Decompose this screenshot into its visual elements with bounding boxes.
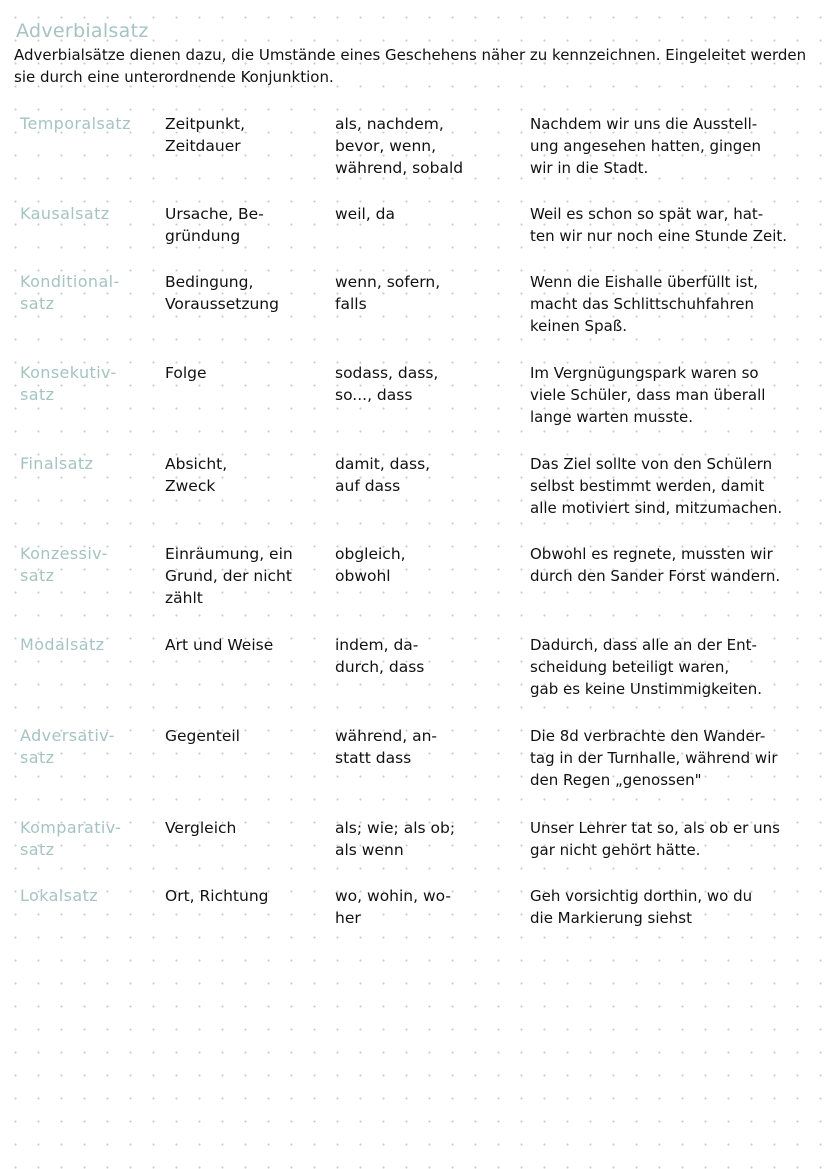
clause-type: Finalsatz	[20, 454, 94, 473]
clause-conjunctions: damit, dass, auf dass	[335, 455, 431, 495]
clause-meaning: Ort, Richtung	[165, 887, 269, 905]
clause-example: Geh vorsichtig dorthin, wo du die Markierung siehst	[530, 887, 753, 927]
clause-example: Im Vergnügungspark waren so viele Schüler, dass man überall lange warten musste.	[530, 364, 766, 426]
clause-example: Weil es schon so spät war, hat- ten wir nur noch eine Stunde Zeit.	[530, 205, 788, 245]
clause-type: Modalsatz	[20, 635, 105, 654]
clause-example: Das Ziel sollte von den Schülern selbst bestimmt werden, damit alle motiviert sind, mitzumachen.	[530, 455, 783, 517]
clause-type: Adversativ- satz	[20, 726, 115, 767]
clause-conjunctions: sodass, dass, so..., dass	[335, 364, 439, 404]
clause-meaning: Bedingung, Voraussetzung	[165, 273, 279, 313]
clause-example: Dadurch, dass alle an der Ent- scheidung beteiligt waren, gab es keine Unstimmigkeiten.	[530, 636, 763, 698]
page-title: Adverbialsatz	[16, 20, 149, 42]
clause-type: Komparativ- satz	[20, 818, 122, 859]
clause-example: Obwohl es regnete, mussten wir durch den Sander Forst wandern.	[530, 545, 781, 585]
clause-example: Wenn die Eishalle überfüllt ist, macht das Schlittschuhfahren keinen Spaß.	[530, 273, 758, 335]
clause-meaning: Ursache, Be- gründung	[165, 205, 264, 245]
clause-type: Konzessiv- satz	[20, 544, 108, 585]
clause-type: Konditional- satz	[20, 272, 120, 313]
clause-type: Temporalsatz	[20, 114, 131, 133]
clause-type: Kausalsatz	[20, 204, 110, 223]
clause-type: Lokalsatz	[20, 886, 99, 905]
clause-example: Nachdem wir uns die Ausstell- ung angesehen hatten, gingen wir in die Stadt.	[530, 115, 761, 177]
clause-conjunctions: während, an- statt dass	[335, 727, 437, 767]
clause-conjunctions: wenn, sofern, falls	[335, 273, 441, 313]
clause-conjunctions: als, nachdem, bevor, wenn, während, sobald	[335, 115, 464, 177]
clause-conjunctions: obgleich, obwohl	[335, 545, 406, 585]
clause-meaning: Art und Weise	[165, 636, 274, 654]
clause-meaning: Folge	[165, 364, 207, 382]
clause-example: Die 8d verbrachte den Wander- tag in der Turnhalle, während wir den Regen „genossen"	[530, 727, 778, 789]
intro-text: Adverbialsätze dienen dazu, die Umstände eines Geschehens näher zu kennzeichnen. Eingeleitet werden sie durch eine unterordnende Konjunktion.	[14, 46, 807, 86]
clause-type: Konsekutiv- satz	[20, 363, 117, 404]
clause-conjunctions: als; wie; als ob; als wenn	[335, 819, 456, 859]
clause-meaning: Vergleich	[165, 819, 237, 837]
clause-meaning: Absicht, Zweck	[165, 455, 228, 495]
clause-meaning: Gegenteil	[165, 727, 240, 745]
clause-meaning: Einräumung, ein Grund, der nicht zählt	[165, 545, 293, 607]
clause-meaning: Zeitpunkt, Zeitdauer	[165, 115, 246, 155]
clause-conjunctions: weil, da	[335, 205, 396, 223]
clause-conjunctions: wo, wohin, wo- her	[335, 887, 452, 927]
clause-example: Unser Lehrer tat so, als ob er uns gar nicht gehört hätte.	[530, 819, 780, 859]
clause-conjunctions: indem, da- durch, dass	[335, 636, 425, 676]
